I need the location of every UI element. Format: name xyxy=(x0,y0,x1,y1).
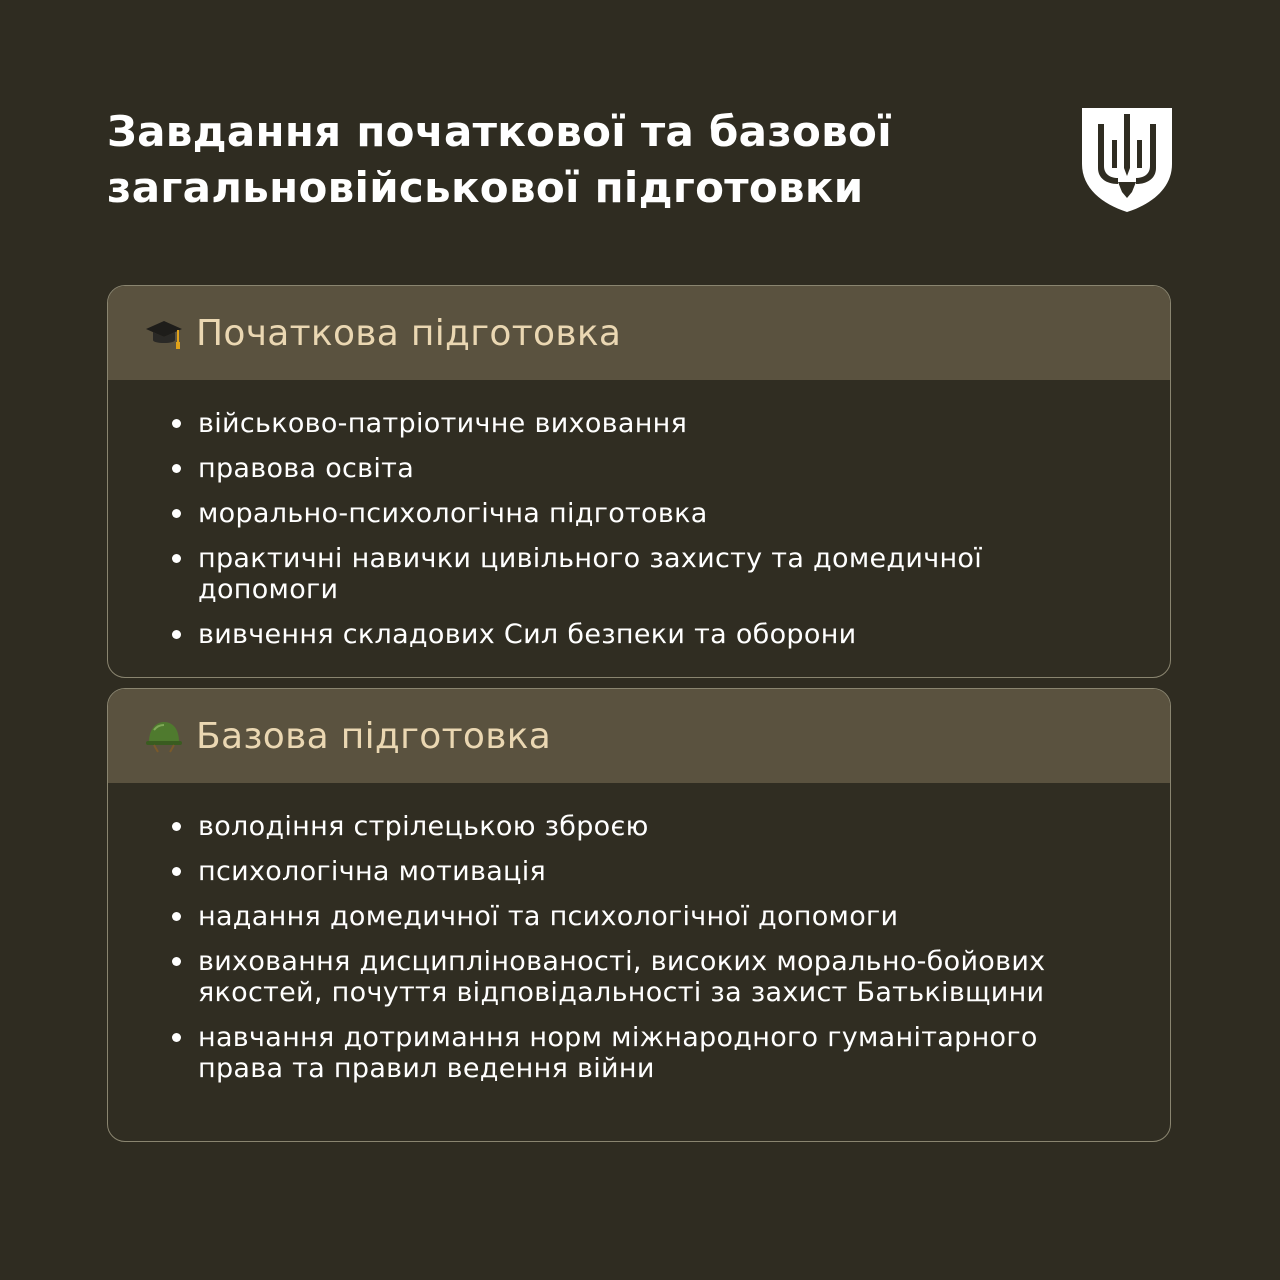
bullet xyxy=(172,912,181,921)
section-header xyxy=(108,286,1170,380)
list-item-text: правова освіта xyxy=(198,453,415,484)
list-item xyxy=(170,901,1098,932)
list-item-text: виховання дисциплінованості, високих морально-бойових якостей, почуття відповідальності за захист Батьківщини xyxy=(198,946,1046,1008)
page-title-line-2: загальновійськової підготовки xyxy=(107,163,864,212)
list-item xyxy=(170,946,1098,1008)
list-item xyxy=(170,619,1098,650)
list-item-text: надання домедичної та психологічної допомоги xyxy=(198,901,899,932)
bullet xyxy=(172,509,181,518)
bullet xyxy=(172,554,181,563)
list-item-text: психологічна мотивація xyxy=(198,856,547,887)
section-title: Базова підготовка xyxy=(196,715,552,757)
list-item xyxy=(170,1022,1098,1084)
list-item-text: володіння стрілецькою зброєю xyxy=(198,811,649,842)
page-title-line-1: Завдання початкової та базової xyxy=(107,107,892,156)
list-item xyxy=(170,543,1098,605)
item-list xyxy=(108,380,1170,650)
bullet xyxy=(172,1033,181,1042)
trident-shield-icon xyxy=(1080,106,1174,214)
section-initial-training xyxy=(107,285,1171,678)
list-item xyxy=(170,856,1098,887)
section-title: Початкова підготовка xyxy=(196,312,622,354)
list-item xyxy=(170,453,1098,484)
bullet xyxy=(172,630,181,639)
item-list xyxy=(108,783,1170,1084)
list-item-text: вивчення складових Сил безпеки та оборони xyxy=(198,619,857,650)
bullet xyxy=(172,464,181,473)
military-helmet-icon xyxy=(144,716,184,756)
list-item xyxy=(170,408,1098,439)
list-item-text: практичні навички цивільного захисту та домедичної допомоги xyxy=(198,543,983,605)
page-title xyxy=(107,104,1007,216)
bullet xyxy=(172,419,181,428)
section-header xyxy=(108,689,1170,783)
bullet xyxy=(172,867,181,876)
graduation-cap-icon xyxy=(144,313,184,353)
list-item-text: військово-патріотичне виховання xyxy=(198,408,688,439)
bullet xyxy=(172,822,181,831)
list-item-text: навчання дотримання норм міжнародного гуманітарного права та правил ведення війни xyxy=(198,1022,1038,1084)
section-basic-training xyxy=(107,688,1171,1142)
list-item xyxy=(170,498,1098,529)
list-item-text: морально-психологічна підготовка xyxy=(198,498,708,529)
bullet xyxy=(172,957,181,966)
list-item xyxy=(170,811,1098,842)
